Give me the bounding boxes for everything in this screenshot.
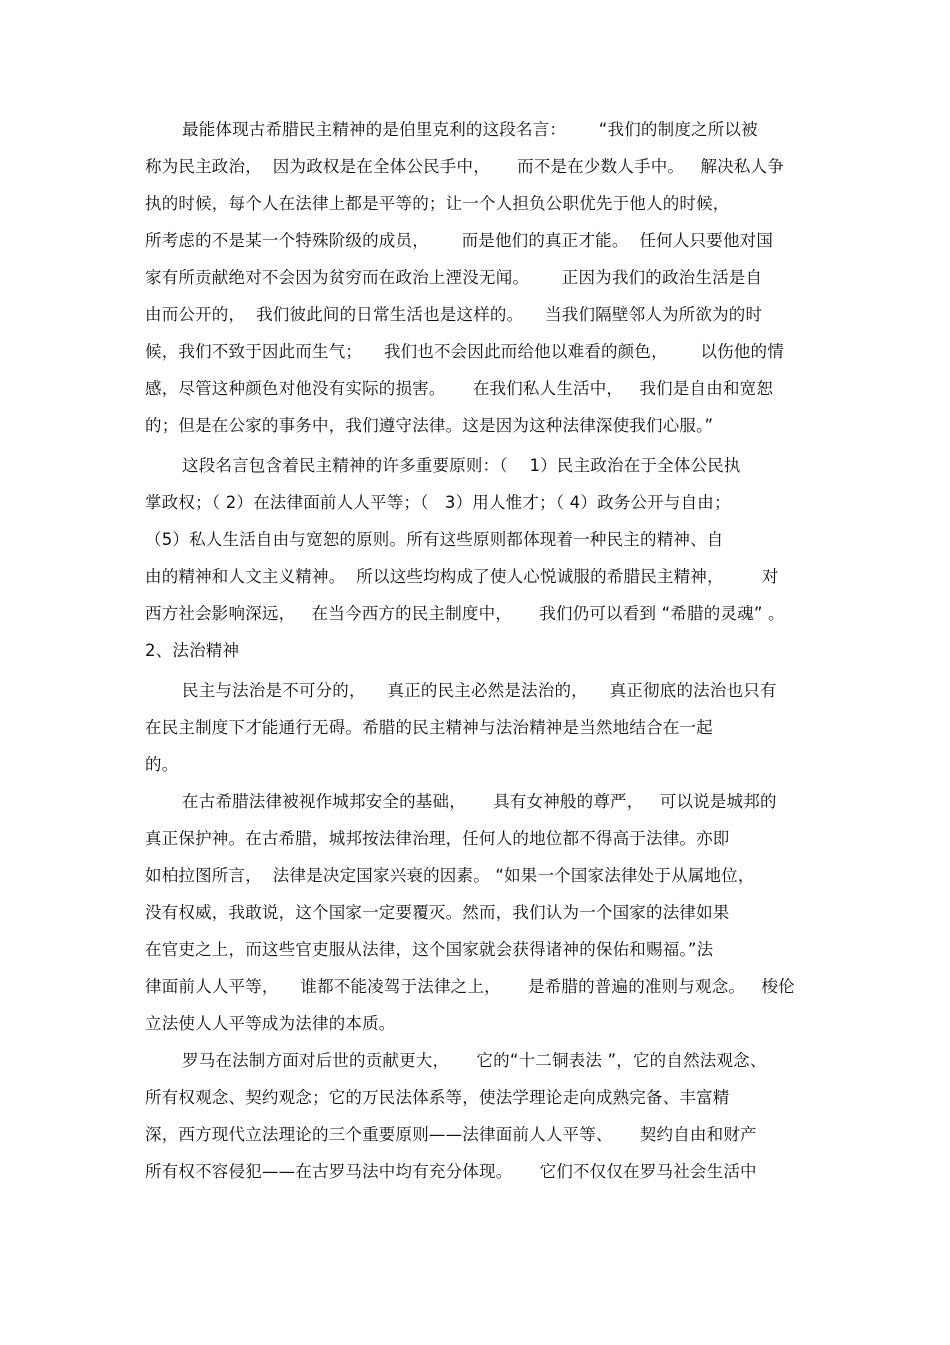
text-line: 如柏拉图所言， 法律是决定国家兴衰的因素。 “如果一个国家法律处于从属地位， — [145, 866, 755, 885]
text-line: 立法使人人平等成为法律的本质。 — [145, 1014, 396, 1033]
text-line: 罗马在法制方面对后世的贡献更大， 它的“十二铜表法 ”，它的自然法观念、 — [182, 1051, 767, 1070]
text-line: 执的时候，每个人在法律上都是平等的；让一个人担负公职优先于他人的时候， — [145, 194, 730, 213]
text-line: 的。 — [145, 755, 179, 774]
text-line: 民主与法治是不可分的， 真正的民主必然是法治的， 真正彻底的法治也只有 — [182, 681, 777, 700]
text-line: 律面前人人平等， 谁都不能凌驾于法律之上， 是希腊的普遍的准则与观念。 梭伦 — [145, 977, 795, 996]
text-line: 深，西方现代立法理论的三个重要原则——法律面前人人平等、 契约自由和财产 — [145, 1125, 757, 1144]
text-line: 候，我们不致于因此而生气； 我们也不会因此而给他以难看的颜色， 以伤他的情 — [145, 342, 784, 361]
text-line: 的；但是在公家的事务中，我们遵守法律。这是因为这种法律深使我们心服。” — [145, 416, 714, 435]
text-line: 由而公开的， 我们彼此间的日常生活也是这样的。 当我们隔壁邻人为所欲为的时 — [145, 305, 763, 324]
text-line: 感，尽管这种颜色对他没有实际的损害。 在我们私人生活中， 我们是自由和宽恕 — [145, 379, 774, 398]
text-line: 掌政权；（ 2）在法律面前人人平等；（ 3）用人惟才；（ 4）政务公开与自由； — [145, 493, 731, 512]
text-line: 真正保护神。在古希腊，城邦按法律治理，任何人的地位都不得高于法律。亦即 — [145, 829, 730, 848]
text-line: 所考虑的不是某一个特殊阶级的成员， 而是他们的真正才能。 任何人只要他对国 — [145, 231, 774, 250]
text-line: 由的精神和人文主义精神。 所以这些均构成了使人心悦诚服的希腊民主精神， 对 — [145, 567, 779, 586]
text-line: 称为民主政治， 因为政权是在全体公民手中， 而不是在少数人手中。 解决私人争 — [145, 157, 784, 176]
text-line: 没有权威，我敢说，这个国家一定要覆灭。然而，我们认为一个国家的法律如果 — [145, 903, 730, 922]
text-line: 家有所贡献绝对不会因为贫穷而在政治上湮没无闻。 正因为我们的政治生活是自 — [145, 268, 763, 287]
section-heading: 2、法治精神 — [145, 641, 240, 660]
text-line: 在古希腊法律被视作城邦安全的基础， 具有女神般的尊严， 可以说是城邦的 — [182, 792, 777, 811]
text-line: 这段名言包含着民主精神的许多重要原则：（ 1）民主政治在于全体公民执 — [182, 456, 741, 475]
text-line: 在民主制度下才能通行无碍。希腊的民主精神与法治精神是当然地结合在一起 — [145, 718, 713, 737]
text-line: 西方社会影响深远， 在当今西方的民主制度中， 我们仍可以看到 “希腊的灵魂” 。 — [145, 604, 785, 623]
text-line: 在官吏之上，而这些官吏服从法律，这个国家就会获得诸神的保佑和赐福。”法 — [145, 940, 714, 959]
text-line: 所有权不容侵犯——在古罗马法中均有充分体现。 它们不仅仅在罗马社会生活中 — [145, 1162, 757, 1181]
text-line: （5）私人生活自由与宽恕的原则。所有这些原则都体现着一种民主的精神、自 — [145, 530, 724, 549]
text-line: 最能体现古希腊民主精神的是伯里克利的这段名言： “我们的制度之所以被 — [182, 120, 758, 139]
text-line: 所有权观念、契约观念；它的万民法体系等，使法学理论走向成熟完备、丰富精 — [145, 1088, 730, 1107]
